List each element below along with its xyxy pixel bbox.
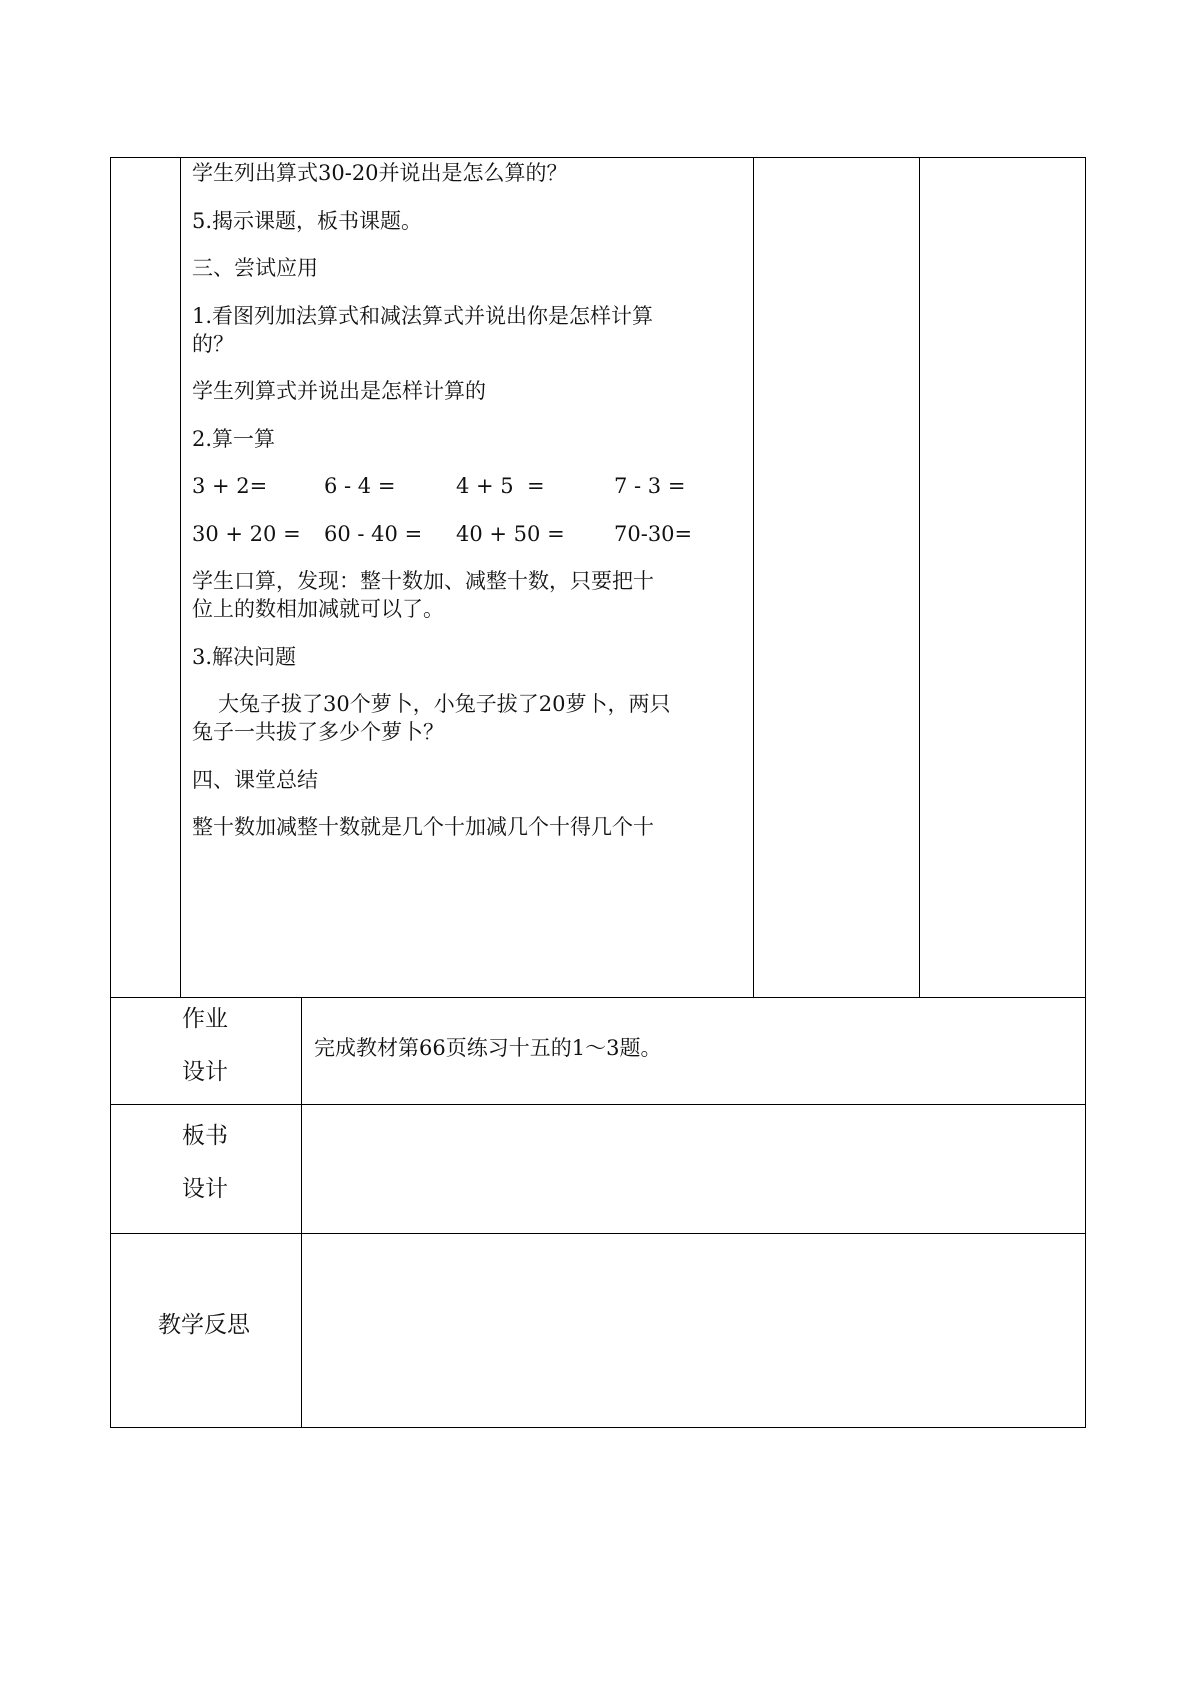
body-line-4: 1.看图列加法算式和减法算式并说出你是怎样计算 bbox=[192, 304, 654, 328]
math-item: 7 - 3 = bbox=[614, 474, 686, 498]
math-item: 3 + 2= bbox=[192, 474, 268, 498]
homework-label-line-1: 作业 bbox=[182, 1006, 228, 1032]
row-divider-3 bbox=[110, 1233, 1086, 1234]
table-top-border bbox=[110, 157, 1086, 158]
body-line-1: 学生列出算式30-20并说出是怎么算的？ bbox=[192, 161, 568, 185]
math-item: 30 + 20 = bbox=[192, 522, 301, 546]
math-item: 40 + 50 = bbox=[456, 522, 565, 546]
section-heading-4: 四、课堂总结 bbox=[192, 768, 318, 792]
body-line-5: 的？ bbox=[192, 332, 234, 356]
upper-col-divider-2 bbox=[753, 157, 754, 998]
math-item: 4 + 5 = bbox=[456, 474, 545, 498]
homework-label-line-2: 设计 bbox=[182, 1059, 228, 1085]
body-line-11: 大兔子拔了30个萝卜，小兔子拔了20萝卜，两只 bbox=[218, 692, 671, 716]
reflection-label: 教学反思 bbox=[158, 1312, 250, 1338]
homework-content: 完成教材第66页练习十五的1～3题。 bbox=[314, 1036, 662, 1060]
table-left-border bbox=[110, 157, 111, 1428]
body-line-12: 兔子一共拔了多少个萝卜？ bbox=[192, 720, 444, 744]
section-heading-3: 三、尝试应用 bbox=[192, 256, 318, 280]
upper-col-divider-3 bbox=[919, 157, 920, 998]
upper-col-divider-1 bbox=[180, 157, 181, 998]
body-line-8: 学生口算，发现：整十数加、减整十数，只要把十 bbox=[192, 569, 654, 593]
math-item: 60 - 40 = bbox=[324, 522, 423, 546]
table-right-border bbox=[1085, 157, 1086, 1428]
body-line-6: 学生列算式并说出是怎样计算的 bbox=[192, 379, 486, 403]
body-line-2: 5.揭示课题，板书课题。 bbox=[192, 209, 423, 233]
board-label-line-1: 板书 bbox=[182, 1123, 228, 1149]
body-line-9: 位上的数相加减就可以了。 bbox=[192, 597, 444, 621]
row-divider-2 bbox=[110, 1104, 1086, 1105]
body-line-10: 3.解决问题 bbox=[192, 645, 297, 669]
body-line-14: 整十数加减整十数就是几个十加减几个十得几个十 bbox=[192, 815, 654, 839]
math-item: 6 - 4 = bbox=[324, 474, 396, 498]
board-label-line-2: 设计 bbox=[182, 1176, 228, 1202]
row-divider-1 bbox=[110, 997, 1086, 998]
body-line-7: 2.算一算 bbox=[192, 427, 276, 451]
lower-col-divider bbox=[301, 997, 302, 1428]
math-item: 70-30= bbox=[614, 522, 693, 546]
table-bottom-border bbox=[110, 1427, 1086, 1428]
